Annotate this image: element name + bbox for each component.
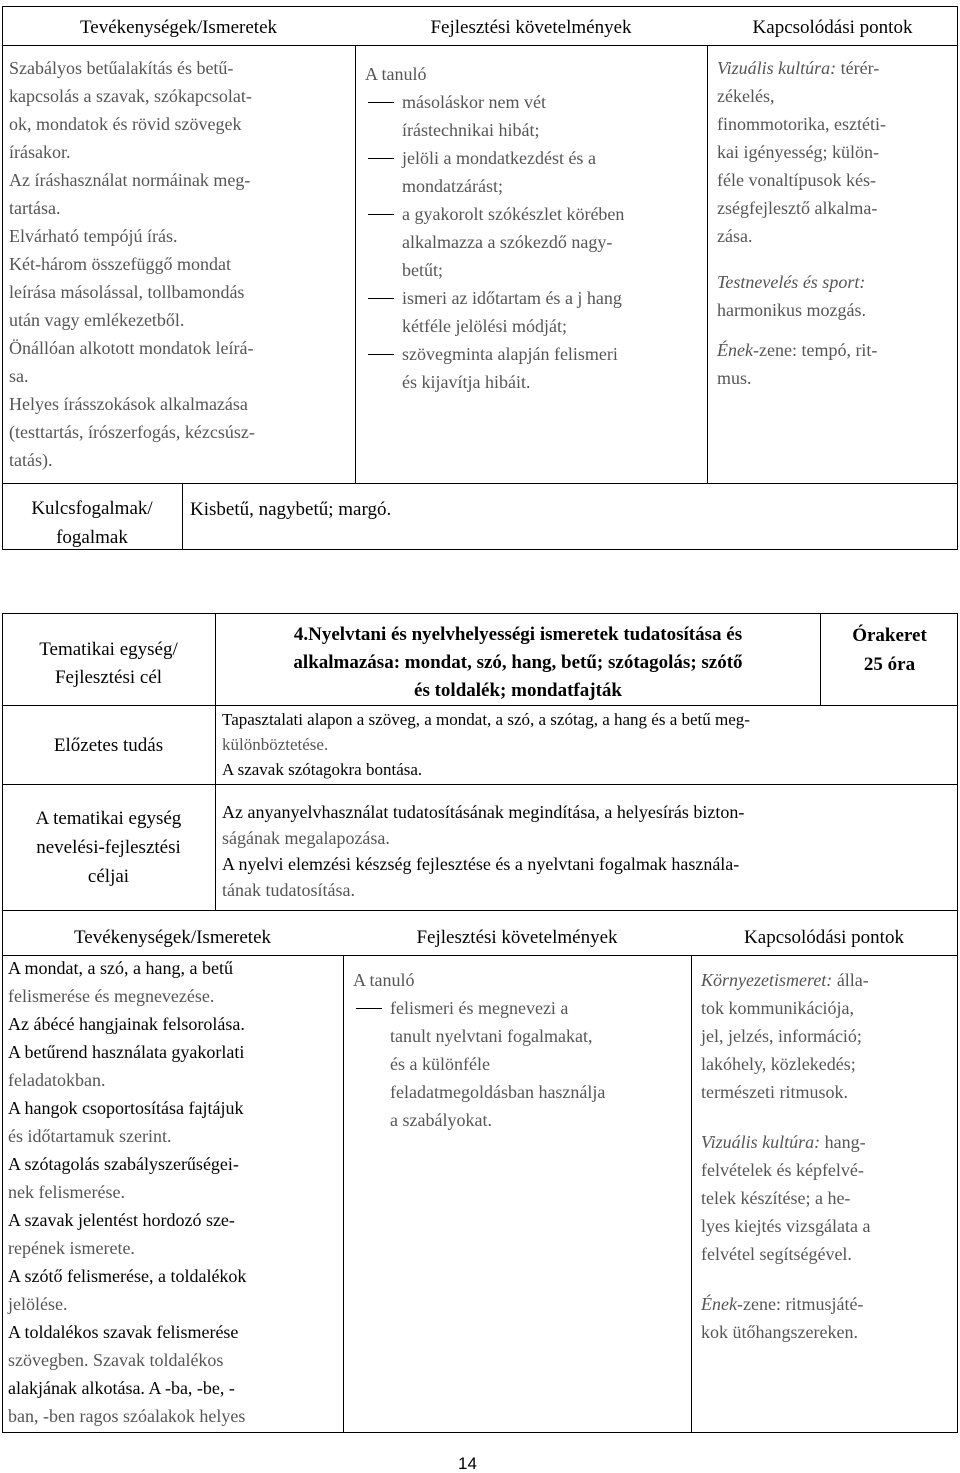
elozetes-tudas-label: Előzetes tudás [53,735,164,756]
celjai-value: Az anyanyelvhasználat tudatosításának megindítása, a helyesírás bizton- ságának megalapozása. A nyelvi elemzési készség fejlesztése és a nyelvtani fogalmak használa- tának tudatosítása. [222,802,745,900]
tematikai-egyseg-label: Tematikai egység/ Fejlesztési cél [39,639,178,688]
kulcsfogalmak-label: Kulcsfogalmak/ fogalmak [31,498,153,548]
table1-kulcs-divider [2,483,958,484]
unit-title: 4.Nyelvtani és nyelvhelyességi ismeretek tudatosítása és alkalmazása: mondat, szó, hang, betű; szótagolás; szótő és toldalék; mondatfajták [293,624,743,701]
requirements-list [360,88,705,396]
list-item: felismeri és megnevezi a tanult nyelvtani fogalmakat, és a különféle feladatmegoldásban használja a szabályokat. [348,994,690,1134]
table1-header-connections: Kapcsolódási pontok [752,17,913,38]
table1-col-divider-1 [355,45,356,483]
table3-requirements-cell: A tanuló felismeri és megnevezi a tanult nyelvtani fogalmakat, és a különféle feladatmegoldásban használja a szabályokat. [348,966,690,1134]
table1-header-requirements: Fejlesztési követelmények [430,17,632,38]
elozetes-tudas-value: Tapasztalati alapon a szöveg, a mondat, a szó, a szótag, a hang és a betű meg- különböztetése. A szavak szótagokra bontása. [222,710,750,779]
orakeret: Órakeret 25 óra [852,625,927,675]
table3-bottom-border [2,1432,958,1433]
table2-row2-divider [2,784,958,785]
table3-activities-cell: A mondat, a szó, a hang, a betű felismerése és megnevezése. Az ábécé hangjainak felsorolása. A betűrend használata gyakorlati feladatokban. A hangok csoportosítása fajtájuk és időtartamuk szerint. A szótagolás szabályszerűségei- nek felismerése. A szavak jelentést hordozó sze- repének ismerete. A szótő felismerése, a toldalékok jelölése. A toldalékos szavak felismerése szövegben. Szavak toldalékos alakjának alkotása. A -ba, -be, - ban, -ben ragos szóalakok helyes [8,958,247,1426]
table3-col-divider-2 [691,955,692,1433]
table3-header-requirements: Fejlesztési követelmények [416,927,618,948]
requirements-list [348,994,690,1134]
table3-header-activities: Tevékenységek/Ismeretek [73,927,272,948]
list-item: a gyakorolt szókészlet körében alkalmazza a szókezdő nagy- betűt; [360,200,705,284]
table3-right-border [957,911,958,1433]
table1-header-activities: Tevékenységek/Ismeretek [79,17,278,38]
table1-col-divider-2 [707,45,708,483]
table1-activities-cell: Szabályos betűalakítás és betű- kapcsolás a szavak, szókapcsolat- ok, mondatok és rövid szövegek írásakor. Az íráshasználat normáinak meg- tartása. Elvárható tempójú írás. Két-három összefüggő mondat leírása másolással, tollbamondás után vagy emlékezetből. Önállóan alkotott mondatok leírá- sa. Helyes írásszokások alkalmazása (testtartás, írószerfogás, kézcsúsz- tatás). [9,58,255,470]
table3-header-connections: Kapcsolódási pontok [744,927,904,948]
table1-connections-cell: Vizuális kultúra: térér- zékelés, finommotorika, esztéti- kai igényesség; külön- féle vonaltípusok kés- zségfejlesztő alkalma- zása. Testnevelés és sport: harmonikus mozgás. Ének-zene: tempó, rit- mus. [717,58,886,388]
list-item: jelöli a mondatkezdést és a mondatzárást; [360,144,705,200]
page-number: 14 [458,1454,477,1473]
table1-header-divider [2,45,958,46]
kulcsfogalmak-value: Kisbetű, nagybetű; margó. [190,499,392,520]
table1-requirements-cell: A tanuló másoláskor nem vét írástechnikai hibát; jelöli a mondatkezdést és a mondatzárást; a gyakorolt szókészlet körében alkalmazza a szókezdő nagy- betűt; ismeri az időtartam és a j hang kétféle jelölési módját; szövegminta alapján felismeri és kijavítja hibáit. [360,60,705,396]
table1-kulcs-col-divider [182,483,183,550]
table3-left-border [2,911,3,1433]
celjai-label: A tematikai egység nevelési-fejlesztési céljai [35,808,182,887]
list-item: másoláskor nem vét írástechnikai hibát; [360,88,705,144]
table3-connections-cell: Környezetismeret: álla- tok kommunikációja, jel, jelzés, információ; lakóhely, közlekedés; természeti ritmusok. Vizuális kultúra: hang- felvételek és képfelvé- telek készítése; a he- lyes kiejtés vizsgálata a felvétel segítségével. Ének-zene: ritmusjáté- kok ütőhangszereken. [701,970,871,1342]
table3-col-divider-1 [343,955,344,1433]
list-item: szövegminta alapján felismeri és kijavítja hibáit. [360,340,705,396]
list-item: ismeri az időtartam és a j hang kétféle jelölési módját; [360,284,705,340]
table2-row1-divider [2,705,958,706]
